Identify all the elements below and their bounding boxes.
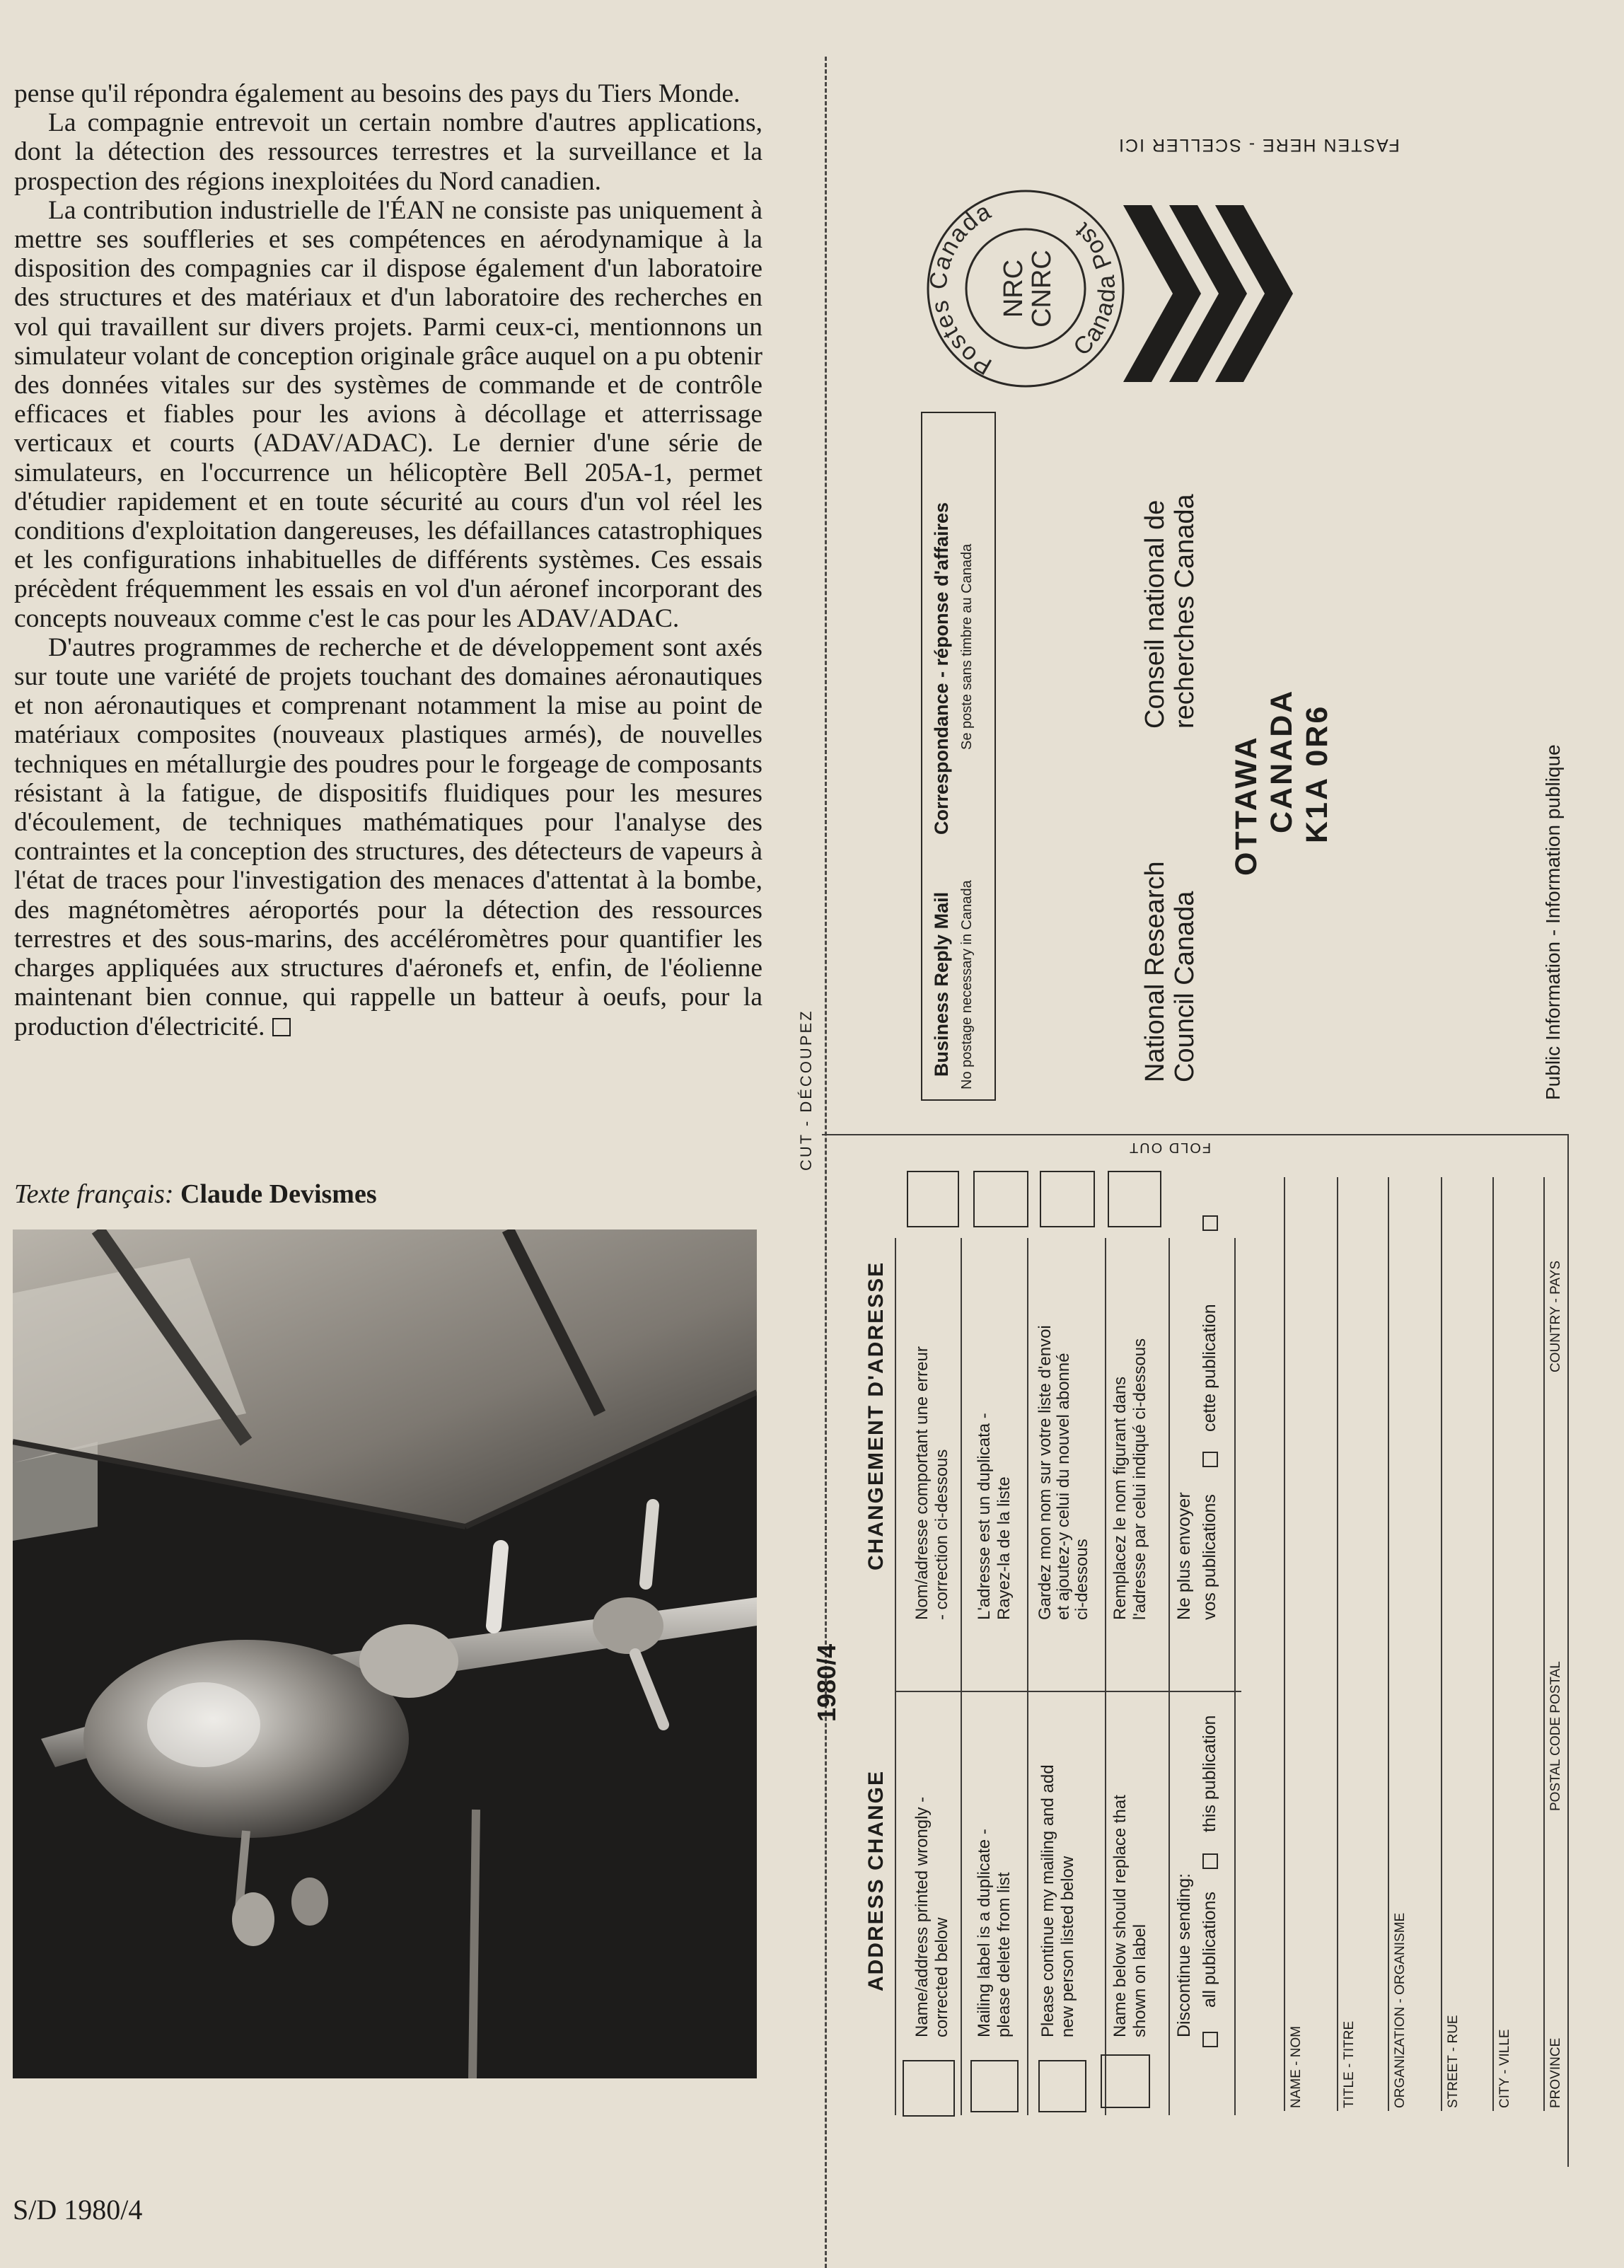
option-1-fr-line2: - correction ci-dessous [932,1449,951,1620]
option-3-fr-line2: et ajoutez-y celui du nouvel abonné [1054,1353,1073,1620]
stamp-text-svg [920,183,1132,395]
article-paragraph-2: La compagnie entrevoit un certain nombre d'autres applications, dont la détection des ressources terrestres et la surveillance et la prospection des régions inexploitées du Nord canadien. [14,108,762,196]
option-2-en-line2: please delete from list [994,1872,1014,2037]
title-field-line[interactable] [1337,1177,1338,2111]
option-2-checkbox-en[interactable] [970,2060,1019,2112]
this-publication-checkbox[interactable] [1202,1853,1218,1869]
stamp-center-line1: NRC [999,259,1028,318]
fold-line [822,1134,1567,1135]
option-2-fr-line2: Rayez-la de la liste [994,1476,1014,1620]
option-3-checkbox-fr[interactable] [1040,1171,1095,1227]
all-publications-checkbox[interactable] [1202,2032,1218,2047]
cette-publication-checkbox[interactable] [1202,1215,1218,1231]
option-4-fr-line2: l'adresse par celui indiqué ci-dessous [1130,1338,1149,1620]
option-1-en-line1: Name/address printed wrongly - [912,1796,932,2037]
organization-field-line[interactable] [1388,1177,1389,2111]
street-field-label: STREET - RUE [1446,2015,1461,2108]
translation-credit [14,1179,377,1210]
cut-line [825,57,827,2268]
form-title-en: ADDRESS CHANGE [864,1769,888,1991]
this-publication-label-fr: cette publication [1200,1304,1219,1432]
cut-label: CUT - DÉCOUPEZ [797,1009,815,1171]
article-paragraph-3: La contribution industrielle de l'ÉAN ne consiste pas uniquement à mettre ses souffleries et ses compétences en aérodynamique à la disposition des compagnies car il dispose également d'un laboratoire des structures et des matériaux et d'un laboratoire des recherches en vol qui travaillent sur divers projets. Parmi ceux-ci, mentionnons un simulateur volant de conception originale grâce auquel on a pu obtenir des données vitales sur des systèmes de commande et de contrôle efficaces et fiables pour les avions à décollage et atterrissage verticaux et courts (ADAV/ADAC). Le dernier d'une série de simulateurs, en l'occurrence un hélicoptère Bell 205A-1, permet d'étudier rapidement et en toute sécurité au cours d'un vol réel les conditions d'exploitation dangereuses, les défaillances catastrophiques et les configurations inhabituelles de différents systèmes. Ces essais précèdent fréquemment les essais en vol d'un aéronef incorporant des concepts nouveaux comme c'est le cas pour les ADAV/ADAC. [14,195,762,633]
vos-publications-checkbox[interactable] [1202,1452,1218,1467]
form-divider-left [895,1238,896,2115]
title-field-label: TITLE - TITRE [1342,2020,1357,2108]
all-publications-label-fr: vos publications [1200,1494,1219,1620]
option-1-checkbox-fr[interactable] [907,1171,959,1227]
form-divider-3 [1105,1238,1106,2115]
brm-title-fr: Correspondance - réponse d'affaires [931,502,952,835]
form-divider-5 [1234,1238,1236,2115]
option-2-fr-line1: L'adresse est un duplicata - [975,1413,994,1620]
postal-code-field-label: POSTAL CODE POSTAL [1548,1661,1563,1811]
form-title-fr: CHANGEMENT D'ADRESSE [864,1261,888,1570]
addressee-postal: K1A 0R6 [1300,704,1334,843]
brm-sub-en: No postage necessary in Canada [959,880,975,1089]
this-publication-label: this publication [1200,1715,1219,1832]
option-4-en-line1: Name below should replace that [1110,1795,1130,2037]
option-4-checkbox-en[interactable] [1101,2054,1150,2108]
svg-text:Postes Canada [924,197,996,380]
fold-out-label: FOLD OUT [1128,1140,1212,1155]
stamp-text-layer [920,183,1132,395]
all-publications-label: all publications [1200,1892,1219,2008]
brm-title-en: Business Reply Mail [931,891,952,1077]
option-1-fr-line1: Nom/adresse comportant une erreur [912,1346,932,1620]
option-2-checkbox-fr[interactable] [973,1171,1028,1227]
end-of-article-box-icon [272,1018,291,1036]
credit-name: Claude Devismes [180,1179,377,1209]
form-divider-4 [1168,1238,1170,2115]
article-body [14,79,762,1041]
addressee-city: OTTAWA [1229,735,1263,876]
city-field-label: CITY - VILLE [1497,2029,1512,2108]
chevrons-icon [1123,205,1314,382]
addressee-fr-line2: recherches Canada [1170,494,1200,729]
province-field-label: PROVINCE [1548,2037,1563,2108]
addressee-fr-line1: Conseil national de [1140,499,1170,729]
article-paragraph-4 [14,633,762,1041]
article-paragraph-4-text: D'autres programmes de recherche et de développement sont axés sur toute une variété de projets touchant des domaines aéronautiques et non aéronautiques et comprenant notamment la mise au point de matériaux composites (nouveaux plastiques armés), de nouvelles techniques en métallurgie des poudres pour le forgeage de composants résistant à la fatigue, de dispositifs fluidiques pour les mesures d'écoulement, de techniques mathématiques pour l'analyse des contraintes et la conception des structures, des détecteurs de vapeurs à l'état de traces pour l'investigation des menaces d'attentat à la bombe, des magnétomètres aéroportés pour la détection des ressources terrestres et des sous-marins, des accéléromètres pour quantifier les charges appliquées aux structures d'aéronefs et, enfin, de l'éolienne maintenant bien connue, qui rappelle un batteur à oeufs, pour la production d'électricité. [14,632,762,1041]
card-right-edge [1567,1134,1569,2167]
option-3-en-line2: new person listed below [1058,1856,1077,2037]
option-4-checkbox-fr[interactable] [1108,1171,1161,1227]
option-1-en-line2: corrected below [932,1917,951,2037]
form-issue: 1980/4 [812,1643,841,1722]
aircraft-model-illustration [13,1230,757,2078]
province-field-line[interactable] [1543,1177,1545,2111]
option-2-en-line1: Mailing label is a duplicate - [975,1829,994,2037]
discontinue-label-en: Discontinue sending: [1174,1873,1194,2037]
brm-sub-fr: Se poste sans timbre au Canada [959,543,975,750]
form-divider-horizontal [895,1691,1241,1692]
form-divider-2 [1027,1238,1028,2115]
stamp-ring-bottom: Canada Post [1068,216,1121,361]
option-3-fr-line3: ci-dessous [1072,1539,1091,1620]
stamp-center-line2: CNRC [1027,250,1057,328]
option-1-checkbox-en[interactable] [903,2060,955,2117]
street-field-line[interactable] [1441,1177,1442,2111]
addressee-en-line1: National Research [1140,861,1170,1082]
option-4-en-line2: shown on label [1130,1923,1149,2037]
name-field-line[interactable] [1284,1177,1285,2111]
city-field-line[interactable] [1492,1177,1494,2111]
organization-field-label: ORGANIZATION - ORGANISME [1393,1912,1408,2108]
form-divider-1 [961,1238,962,2115]
public-information-label: Public Information - Information publique [1542,744,1564,1100]
article-paragraph-1: pense qu'il répondra également au besoins des pays du Tiers Monde. [14,79,741,108]
page-footer: S/D 1980/4 [13,2194,143,2226]
name-field-label: NAME - NOM [1289,2025,1304,2108]
country-field-label: COUNTRY - PAYS [1548,1260,1563,1372]
credit-label: Texte français: [14,1179,174,1209]
stamp-ring-top: Postes Canada [924,197,997,381]
addressee-en-line2: Council Canada [1170,891,1200,1082]
addressee-country: CANADA [1265,688,1299,833]
discontinue-label-fr: Ne plus envoyer [1174,1492,1194,1620]
option-3-checkbox-en[interactable] [1038,2060,1086,2112]
option-4-fr-line1: Remplacez le nom figurant dans [1110,1376,1130,1620]
svg-text:Canada Post [1068,216,1120,361]
fasten-label: FASTEN HERE - SCELLER ICI [1118,135,1400,155]
option-3-fr-line1: Gardez mon nom sur votre liste d'envoi [1036,1325,1055,1620]
aircraft-model-photo [13,1230,757,2078]
option-3-en-line1: Please continue my mailing and add [1038,1764,1057,2037]
